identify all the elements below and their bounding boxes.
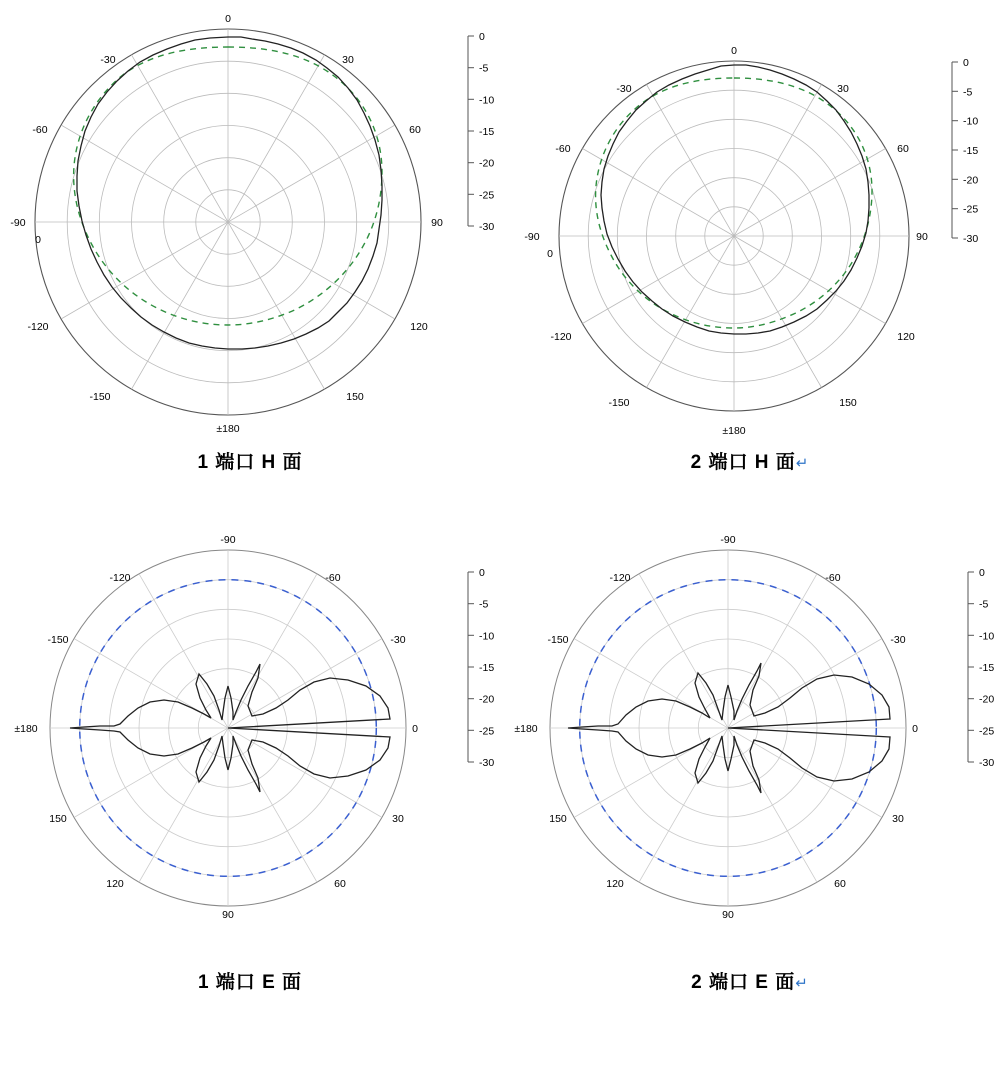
colorbar-tick-label: -20 — [963, 174, 979, 187]
colorbar-tick-label: 0 — [963, 57, 969, 69]
angle-tick-label: -60 — [325, 572, 341, 584]
panel-caption-text: 2 端口 H 面 — [690, 452, 796, 473]
angle-tick-label: -150 — [547, 634, 569, 646]
plot-area-port1-e — [0, 520, 500, 965]
angle-tick-label: 0 — [35, 234, 41, 246]
angle-tick-label: 120 — [410, 321, 428, 333]
panel-caption-text: 1 端口 E 面 — [197, 972, 303, 993]
angle-tick-label: 30 — [837, 83, 849, 95]
colorbar-tick-label: 0 — [979, 567, 985, 579]
colorbar-tick-label: -20 — [479, 157, 495, 170]
polar-chart-port1-h — [0, 0, 500, 445]
angle-tick-label: ±180 — [722, 425, 746, 437]
angle-tick-label: 30 — [342, 54, 354, 66]
angle-tick-label: 150 — [49, 813, 67, 825]
colorbar-tick-label: 0 — [479, 567, 485, 579]
polar-grid — [35, 29, 421, 415]
colorbar-tick-label: -30 — [963, 233, 979, 245]
colorbar-tick-label: -30 — [979, 757, 995, 769]
angle-tick-label: -120 — [609, 572, 631, 584]
angle-tick-label: -30 — [890, 634, 906, 646]
panel-port2-h — [500, 0, 1000, 520]
angle-tick-label: -120 — [27, 321, 49, 333]
angle-tick-label: ±180 — [514, 723, 538, 735]
polar-chart-port2-h — [500, 0, 1000, 445]
colorbar-tick-label: -5 — [979, 598, 989, 611]
angle-tick-label: -150 — [89, 391, 111, 403]
measured-pattern — [77, 37, 382, 349]
angle-tick-label: 90 — [222, 909, 234, 921]
angle-tick-label: 30 — [892, 813, 904, 825]
angle-tick-label: 60 — [897, 143, 909, 155]
colorbar-tick-label: -5 — [479, 62, 489, 75]
angle-tick-label: 60 — [334, 878, 346, 890]
angle-tick-label: -30 — [100, 54, 116, 66]
plot-area-port1-h — [0, 0, 500, 445]
panel-caption — [691, 967, 809, 994]
angle-tick-label: 0 — [912, 723, 918, 735]
angle-tick-labels — [524, 45, 928, 437]
colorbar-tick-label: -25 — [963, 203, 979, 216]
angle-tick-label: ±180 — [14, 723, 38, 735]
angle-tick-label: 120 — [606, 878, 624, 890]
angle-tick-label: 90 — [916, 231, 928, 243]
colorbar-tick-label: -20 — [979, 693, 995, 706]
colorbar-tick-label: -5 — [479, 598, 489, 611]
angle-tick-label: -60 — [555, 143, 571, 155]
angle-tick-label: -90 — [720, 534, 736, 546]
angle-tick-label: -150 — [47, 634, 69, 646]
angle-tick-label: -90 — [10, 217, 26, 229]
angle-tick-label: 0 — [547, 248, 553, 260]
angle-tick-label: 0 — [225, 13, 231, 25]
panel-caption — [691, 447, 810, 474]
angle-tick-label: 0 — [731, 45, 737, 57]
angle-tick-label: ±180 — [216, 423, 240, 435]
colorbar-port2-e — [968, 567, 994, 769]
colorbar-tick-label: -30 — [479, 221, 495, 233]
angle-tick-label: -120 — [550, 331, 572, 343]
angle-tick-label: 120 — [106, 878, 124, 890]
colorbar-tick-label: -20 — [479, 693, 495, 706]
polar-chart-port1-e — [0, 520, 500, 965]
colorbar-tick-label: -15 — [979, 662, 995, 674]
angle-tick-label: -90 — [524, 231, 540, 243]
angle-tick-label: 60 — [834, 878, 846, 890]
angle-tick-label: 90 — [431, 217, 443, 229]
angle-tick-label: 60 — [409, 124, 421, 136]
angle-tick-label: 30 — [392, 813, 404, 825]
panel-caption-mark: ↵ — [795, 975, 809, 992]
panel-caption-text: 2 端口 E 面 — [691, 972, 796, 993]
plot-area-port2-e — [500, 520, 1000, 965]
colorbar-tick-label: 0 — [479, 31, 485, 43]
panel-caption-text: 1 端口 H 面 — [197, 452, 303, 473]
panel-caption — [198, 967, 302, 994]
panel-port2-e — [500, 520, 1000, 1040]
angle-tick-label: -90 — [220, 534, 236, 546]
colorbar-port1-e — [468, 567, 494, 769]
colorbar-tick-label: -10 — [979, 630, 995, 643]
colorbar-port1-h — [468, 31, 494, 233]
colorbar-tick-label: -5 — [963, 86, 973, 99]
polar-grid — [559, 61, 909, 411]
angle-tick-label: 120 — [897, 331, 915, 343]
panel-port1-h — [0, 0, 500, 520]
angle-tick-label: 150 — [346, 391, 364, 403]
colorbar-tick-label: -25 — [479, 725, 495, 738]
plot-area-port2-h — [500, 0, 1000, 445]
colorbar-tick-label: -10 — [479, 94, 495, 107]
angle-tick-label: -60 — [825, 572, 841, 584]
angle-tick-label: -30 — [390, 634, 406, 646]
angle-tick-label: 150 — [839, 397, 857, 409]
angle-tick-label: -120 — [109, 572, 131, 584]
angle-tick-label: -30 — [616, 83, 632, 95]
colorbar-port2-h — [952, 57, 978, 245]
panel-port1-e — [0, 520, 500, 1040]
angle-tick-label: 150 — [549, 813, 567, 825]
colorbar-tick-label: -30 — [479, 757, 495, 769]
panel-caption-mark: ↵ — [795, 455, 810, 472]
colorbar-tick-label: -10 — [479, 630, 495, 643]
colorbar-tick-label: -25 — [479, 189, 495, 202]
angle-tick-label: 0 — [412, 723, 418, 735]
angle-tick-label: -150 — [608, 397, 630, 409]
colorbar-tick-label: -15 — [479, 126, 495, 138]
angle-tick-label: -60 — [32, 124, 48, 136]
polar-chart-port2-e — [500, 520, 1000, 965]
colorbar-tick-label: -15 — [479, 662, 495, 674]
panel-caption — [197, 447, 302, 474]
colorbar-tick-label: -25 — [979, 725, 995, 738]
colorbar-tick-label: -15 — [963, 145, 979, 157]
colorbar-tick-label: -10 — [963, 115, 979, 128]
angle-tick-label: 90 — [722, 909, 734, 921]
